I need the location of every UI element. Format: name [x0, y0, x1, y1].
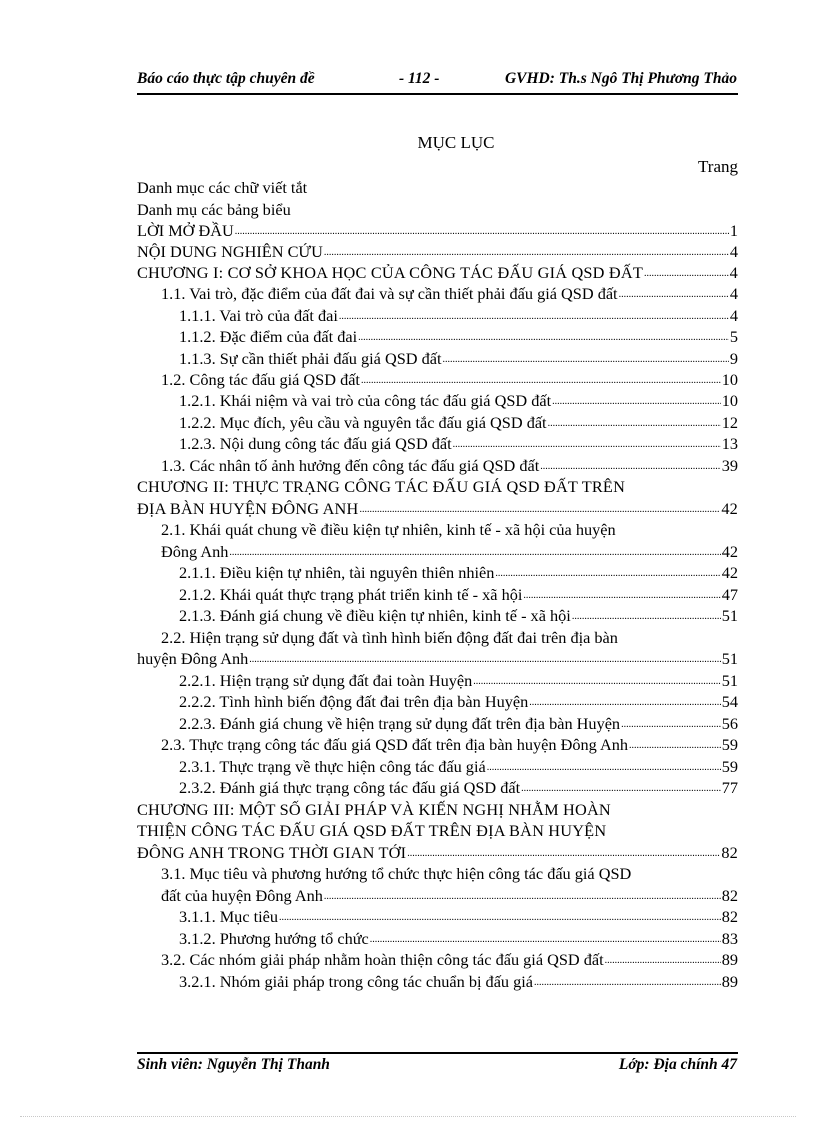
toc-page-number: 82 [721, 843, 738, 862]
toc-entry[interactable]: Danh mụ các bảng biểu [137, 200, 291, 219]
toc-entry[interactable]: LỜI MỞ ĐẦU ..... 1 [137, 220, 738, 241]
page-edge-dotted-line [20, 1116, 796, 1117]
leader-dots [605, 949, 721, 970]
leader-dots [235, 220, 729, 241]
toc-entry-subsection[interactable]: 1.1.3. Sự cần thiết phải đấu giá QSD đất ..... 9 [137, 348, 738, 369]
toc-page-number: 42 [721, 563, 738, 582]
toc-entry-subsection[interactable]: 2.2.1. Hiện trạng sử dụng đất đai toàn Huyện ..... 51 [137, 670, 738, 691]
page-footer [137, 1056, 737, 1078]
header-page-number: - 112 - [399, 70, 440, 87]
toc-page-number: 4 [729, 263, 738, 282]
toc-page-number: 59 [721, 757, 738, 776]
leader-dots [249, 648, 720, 669]
toc-page-number: 83 [721, 929, 738, 948]
toc-entry-section[interactable]: 3.2. Các nhóm giải pháp nhằm hoàn thiện công tác đấu giá QSD đất ..... 89 [137, 949, 738, 970]
leader-dots [548, 412, 721, 433]
toc-entry-subsection[interactable]: 2.1.3. Đánh giá chung về điều kiện tự nhiên, kinh tế - xã hội ..... 51 [137, 605, 738, 626]
leader-dots [370, 928, 721, 949]
toc-entry-section[interactable]: 3.1. Mục tiêu và phương hướng tổ chức thực hiện công tác đấu giá QSD [161, 864, 632, 883]
toc-page-number: 5 [729, 327, 738, 346]
toc-entry-section[interactable]: 1.3. Các nhân tố ảnh hưởng đến công tác đấu giá QSD đất ..... 39 [137, 455, 738, 476]
toc-entry-chapter[interactable]: CHƯƠNG III: MỘT SỐ GIẢI PHÁP VÀ KIẾN NGHỊ NHẰM HOÀN [137, 800, 611, 819]
leader-dots [358, 326, 729, 347]
toc-page-number: 1 [729, 221, 738, 240]
toc-entry-chapter[interactable]: CHƯƠNG I: CƠ SỞ KHOA HỌC CỦA CÔNG TÁC ĐẤU GIÁ QSD ĐẤT ..... 4 [137, 262, 738, 283]
toc-page-column-label: Trang [698, 157, 738, 176]
toc-page-number: 39 [721, 456, 738, 475]
leader-dots [473, 670, 720, 691]
toc-page-number: 47 [721, 585, 738, 604]
toc-page-number: 12 [721, 413, 738, 432]
toc-page-number: 13 [721, 434, 738, 453]
toc-entry-section-cont[interactable]: Đông Anh ..... 42 [137, 541, 738, 562]
leader-dots [644, 262, 729, 283]
leader-dots [279, 906, 721, 927]
leader-dots [324, 885, 721, 906]
toc-entry-subsection[interactable]: 1.1.1. Vai trò của đất đai ..... 4 [137, 305, 738, 326]
leader-dots [552, 390, 721, 411]
header-supervisor: GVHD: Th.s Ngô Thị Phương Thảo [504, 70, 737, 87]
toc-page-number: 82 [721, 886, 738, 905]
toc-page-number: 77 [721, 778, 738, 797]
toc-entry[interactable]: Danh mục các chữ viết tắt [137, 178, 308, 197]
leader-dots [619, 283, 729, 304]
toc-entry-chapter[interactable]: CHƯƠNG II: THỰC TRẠNG CÔNG TÁC ĐẤU GIÁ QSD ĐẤT TRÊN [137, 477, 626, 496]
toc-entry-section-cont[interactable]: đất của huyện Đông Anh ..... 82 [137, 885, 738, 906]
toc-entry-subsection[interactable]: 2.3.2. Đánh giá thực trạng công tác đấu giá QSD đất ..... 77 [137, 777, 738, 798]
toc-page-number: 10 [721, 391, 738, 410]
leader-dots [540, 455, 720, 476]
leader-dots [629, 734, 721, 755]
header-report-title: Báo cáo thực tập chuyên đề [137, 70, 315, 87]
toc-page-number: 59 [721, 735, 738, 754]
leader-dots [361, 369, 721, 390]
toc-entry-subsection[interactable]: 1.2.2. Mục đích, yêu cầu và nguyên tắc đấu giá QSD đất ..... 12 [137, 412, 738, 433]
toc-page-number: 56 [721, 714, 738, 733]
leader-dots [359, 498, 720, 519]
leader-dots [487, 756, 721, 777]
toc-page-number: 4 [729, 242, 738, 261]
leader-dots [407, 842, 720, 863]
toc-page-number: 51 [721, 671, 738, 690]
toc-entry-subsection[interactable]: 2.2.2. Tình hình biến động đất đai trên địa bàn Huyện ..... 54 [137, 691, 738, 712]
toc-entry-subsection[interactable]: 1.2.1. Khái niệm và vai trò của công tác đấu giá QSD đất ..... 10 [137, 390, 738, 411]
toc-entry-section[interactable]: 1.2. Công tác đấu giá QSD đất ..... 10 [137, 369, 738, 390]
toc-entry-subsection[interactable]: 2.3.1. Thực trạng về thực hiện công tác đấu giá ..... 59 [137, 756, 738, 777]
footer-divider [137, 1052, 738, 1054]
toc-entry-subsection[interactable]: 2.1.1. Điều kiện tự nhiên, tài nguyên thiên nhiên ..... 42 [137, 562, 738, 583]
toc-entry[interactable]: NỘI DUNG NGHIÊN CỨU ..... 4 [137, 241, 738, 262]
toc-page-number: 51 [721, 649, 738, 668]
toc-page-number: 89 [721, 972, 738, 991]
toc-entry-chapter-cont[interactable]: ĐÔNG ANH TRONG THỜI GIAN TỚI ..... 82 [137, 842, 738, 863]
leader-dots [621, 713, 721, 734]
leader-dots [339, 305, 729, 326]
leader-dots [529, 691, 720, 712]
toc-page-number: 89 [721, 950, 738, 969]
toc-entry-section[interactable]: 2.3. Thực trạng công tác đấu giá QSD đất trên địa bàn huyện Đông Anh ..... 59 [137, 734, 738, 755]
toc-entry-subsection[interactable]: 1.2.3. Nội dung công tác đấu giá QSD đất ..... 13 [137, 433, 738, 454]
leader-dots [443, 348, 729, 369]
toc-page-number: 4 [729, 306, 738, 325]
leader-dots [453, 433, 721, 454]
toc-page-number: 42 [721, 499, 738, 518]
table-of-contents [137, 0, 738, 1123]
toc-entry-subsection[interactable]: 2.2.3. Đánh giá chung về hiện trạng sử dụng đất trên địa bàn Huyện ..... 56 [137, 713, 738, 734]
toc-page-number: 42 [721, 542, 738, 561]
toc-entry-subsection[interactable]: 3.1.2. Phương hướng tổ chức ..... 83 [137, 928, 738, 949]
toc-entry-subsection[interactable]: 3.1.1. Mục tiêu ..... 82 [137, 906, 738, 927]
toc-entry-section[interactable]: 1.1. Vai trò, đặc điểm của đất đai và sự cần thiết phải đấu giá QSD đất ..... 4 [137, 283, 738, 304]
toc-entry-subsection[interactable]: 2.1.2. Khái quát thực trạng phát triển kinh tế - xã hội ..... 47 [137, 584, 738, 605]
toc-entry-section-cont[interactable]: huyện Đông Anh ..... 51 [137, 648, 738, 669]
toc-entry-subsection[interactable]: 1.1.2. Đặc điểm của đất đai ..... 5 [137, 326, 738, 347]
toc-entry-chapter-cont[interactable]: THIỆN CÔNG TÁC ĐẤU GIÁ QSD ĐẤT TRÊN ĐỊA BÀN HUYỆN [137, 821, 607, 840]
toc-entry-section[interactable]: 2.2. Hiện trạng sử dụng đất và tình hình biến động đất đai trên địa bàn [161, 628, 618, 647]
leader-dots [495, 562, 720, 583]
leader-dots [572, 605, 721, 626]
leader-dots [324, 241, 729, 262]
toc-page-number: 51 [721, 606, 738, 625]
toc-entry-subsection[interactable]: 3.2.1. Nhóm giải pháp trong công tác chuẩn bị đấu giá ..... 89 [137, 971, 738, 992]
toc-entry-chapter-cont[interactable]: ĐỊA BÀN HUYỆN ĐÔNG ANH ..... 42 [137, 498, 738, 519]
toc-title: MỤC LỤC [417, 133, 495, 152]
leader-dots [229, 541, 720, 562]
toc-entry-section[interactable]: 2.1. Khái quát chung về điều kiện tự nhiên, kinh tế - xã hội của huyện [161, 520, 616, 539]
leader-dots [521, 777, 721, 798]
toc-page-number: 82 [721, 907, 738, 926]
footer-student: Sinh viên: Nguyễn Thị Thanh [137, 1056, 330, 1073]
toc-page-number: 9 [729, 349, 738, 368]
toc-page-number: 54 [721, 692, 738, 711]
leader-dots [534, 971, 721, 992]
toc-page-number: 10 [721, 370, 738, 389]
footer-class: Lớp: Địa chính 47 [618, 1056, 737, 1073]
toc-page-number: 4 [729, 284, 738, 303]
leader-dots [523, 584, 720, 605]
